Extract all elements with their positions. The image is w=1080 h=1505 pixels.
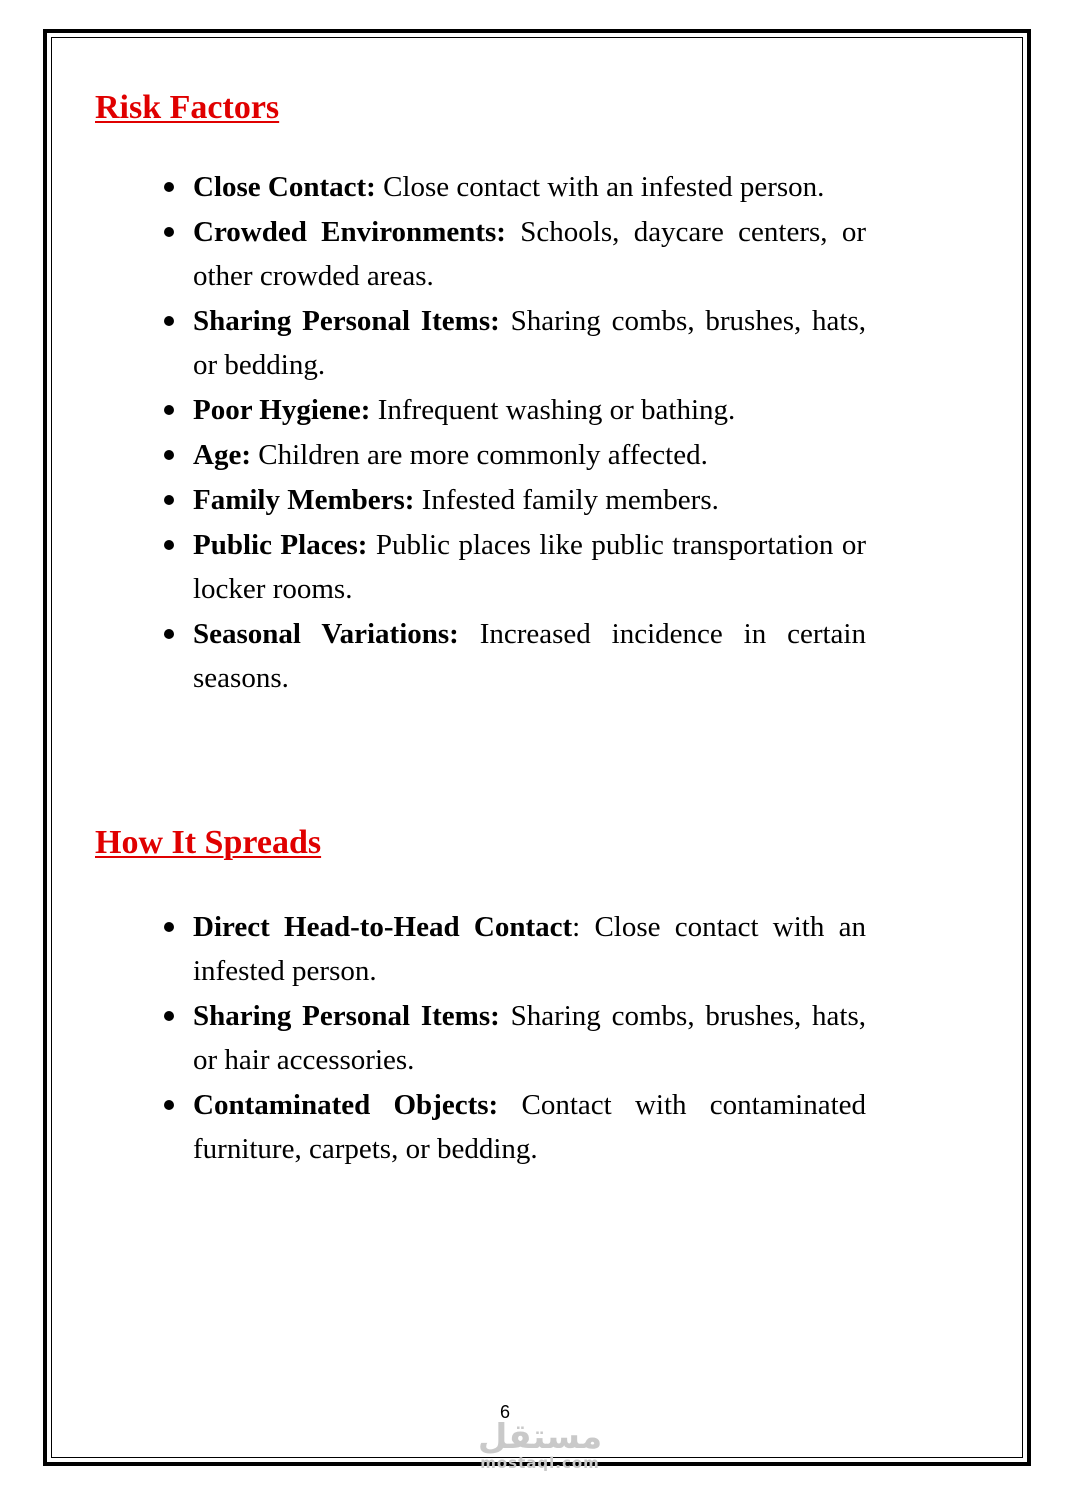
list-item (155, 478, 866, 522)
bullet-icon (164, 922, 174, 932)
list-item (155, 612, 866, 700)
list-item (155, 905, 866, 993)
item-term: Family Members: (193, 484, 415, 516)
list-item (155, 523, 866, 611)
risk-factors-list (155, 165, 866, 700)
heading-how-it-spreads: How It Spreads (95, 824, 322, 861)
item-term: Seasonal Variations: (193, 618, 459, 650)
bullet-icon (164, 1011, 174, 1021)
watermark-latin: mostaql.com (480, 1454, 600, 1472)
list-item (155, 1083, 866, 1171)
bullet-icon (164, 629, 174, 639)
bullet-icon (164, 495, 174, 505)
item-text: Sharing combs, brushes, hats, or hair accessories. (193, 1000, 866, 1076)
list-item (155, 210, 866, 298)
item-term: Crowded Environments: (193, 216, 506, 248)
bullet-icon (164, 182, 174, 192)
item-term: Age: (193, 439, 251, 471)
item-text: Schools, daycare centers, or other crowded areas. (193, 216, 866, 292)
page-number: 6 (499, 1402, 510, 1422)
item-text: : Close contact with an infested person. (193, 911, 866, 987)
item-text: Contact with contaminated furniture, carpets, or bedding. (193, 1089, 866, 1165)
bullet-icon (164, 1100, 174, 1110)
item-term: Contaminated Objects: (193, 1089, 499, 1121)
list-item (155, 299, 866, 387)
bullet-icon (164, 405, 174, 415)
item-term: Public Places: (193, 529, 368, 561)
bullet-icon (164, 227, 174, 237)
how-it-spreads-list (155, 905, 866, 1171)
item-term: Direct Head-to-Head Contact (193, 911, 573, 943)
heading-risk-factors: Risk Factors (95, 89, 280, 126)
item-text: Public places like public transportation or locker rooms. (193, 529, 866, 605)
list-item (155, 388, 866, 432)
item-term: Sharing Personal Items: (193, 305, 500, 337)
item-text: Increased incidence in certain seasons. (193, 618, 866, 694)
list-item (155, 165, 866, 209)
bullet-icon (164, 540, 174, 550)
list-item (155, 994, 866, 1082)
item-text: Close contact with an infested person. (375, 171, 825, 203)
bullet-icon (164, 316, 174, 326)
item-term: Close Contact: (193, 171, 376, 203)
watermark-arabic: مستقل (477, 1417, 603, 1457)
item-text: Sharing combs, brushes, hats, or bedding. (193, 305, 866, 381)
list-item (155, 433, 866, 477)
item-text: Infrequent washing or bathing. (370, 394, 736, 426)
item-term: Sharing Personal Items: (193, 1000, 500, 1032)
item-term: Poor Hygiene: (193, 394, 371, 426)
bullet-icon (164, 450, 174, 460)
item-text: Children are more commonly affected. (250, 439, 708, 471)
item-text: Infested family members. (414, 484, 719, 516)
